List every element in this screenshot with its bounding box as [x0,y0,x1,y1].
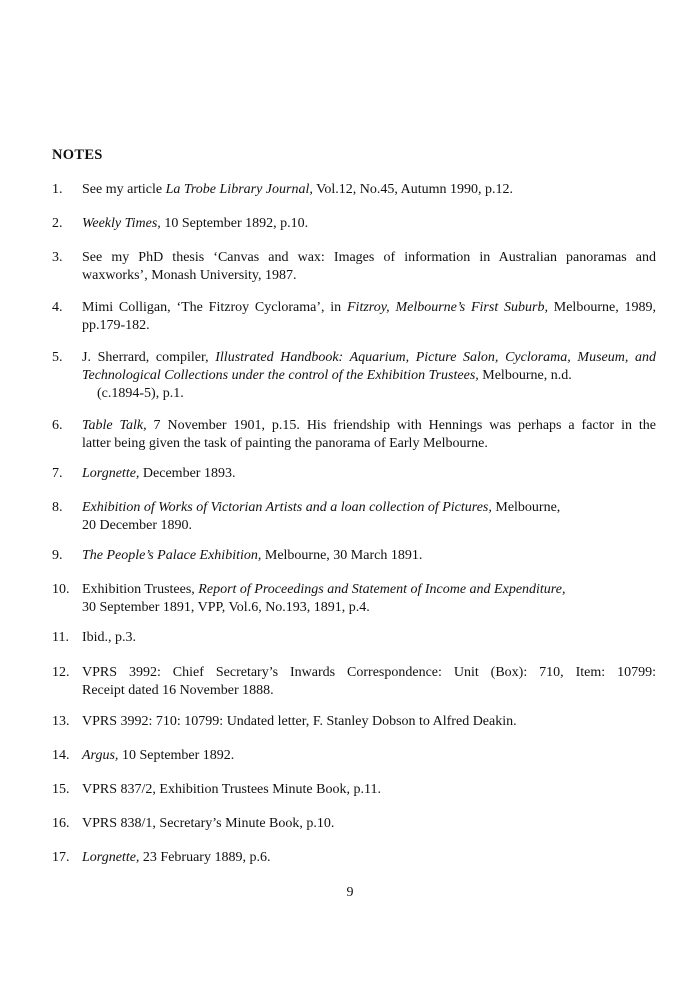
note-9: 9. The People’s Palace Exhibition, Melbourne, 30 March 1891. [52,548,423,563]
note-11: 11. Ibid., p.3. [52,630,137,645]
note-number: 13. [52,714,70,729]
note-number: 3. [52,250,63,265]
note-number: 2. [52,216,63,231]
notes-heading: NOTES [52,147,103,163]
note-4: 4. Mimi Colligan, ‘The Fitzroy Cyclorama’, in Fitzroy, Melbourne’s First Suburb, Melbourne, 1989, pp.179-182. [52,300,656,333]
note-6: 6. Table Talk, 7 November 1901, p.15. His friendship with Hennings was perhaps a factor in the latter being given the task of painting the panorama of Early Melbourne. [52,418,657,451]
note-number: 1. [52,182,63,197]
note-12: 12. VPRS 3992: Chief Secretary’s Inwards Correspondence: Unit (Box): 710, Item: 10799: Receipt dated 16 November 1888. [52,665,656,698]
note-number: 12. [52,665,70,680]
note-number: 9. [52,548,63,563]
page-number: 9 [346,885,354,900]
note-3: 3. See my PhD thesis ‘Canvas and wax: Images of information in Australian panoramas and waxworks’, Monash University, 1987. [52,250,656,283]
note-7: 7. Lorgnette, December 1893. [52,466,236,481]
note-number: 16. [52,816,70,831]
note-14: 14. Argus, 10 September 1892. [52,748,235,763]
note-10: 10. Exhibition Trustees, Report of Proceedings and Statement of Income and Expenditure, 30 September 1891, VPP, Vol.6, No.193, 1891, p.4. [52,582,566,615]
note-number: 6. [52,418,63,433]
note-5: 5. J. Sherrard, compiler, Illustrated Handbook: Aquarium, Picture Salon, Cyclorama, Museum, and Technological Collections under the control of the Exhibition Trustees, Melbourne, n.d. (c.1894-5), p.1. [52,350,656,401]
note-15: 15. VPRS 837/2, Exhibition Trustees Minute Book, p.11. [52,782,381,797]
note-number: 7. [52,466,63,481]
note-13: 13. VPRS 3992: 710: 10799: Undated letter, F. Stanley Dobson to Alfred Deakin. [52,714,517,729]
note-1: 1. See my article La Trobe Library Journal, Vol.12, No.45, Autumn 1990, p.12. [52,182,514,197]
note-2: 2. Weekly Times, 10 September 1892, p.10. [52,216,309,231]
note-number: 4. [52,300,63,315]
note-number: 5. [52,350,63,365]
note-16: 16. VPRS 838/1, Secretary’s Minute Book, p.10. [52,816,335,831]
note-number: 10. [52,582,70,597]
note-17: 17. Lorgnette, 23 February 1889, p.6. [52,850,271,865]
note-number: 11. [52,630,69,645]
note-number: 15. [52,782,70,797]
note-8: 8. Exhibition of Works of Victorian Artists and a loan collection of Pictures, Melbourne, 20 December 1890. [52,500,561,533]
note-number: 17. [52,850,70,865]
note-number: 14. [52,748,70,763]
note-number: 8. [52,500,63,515]
